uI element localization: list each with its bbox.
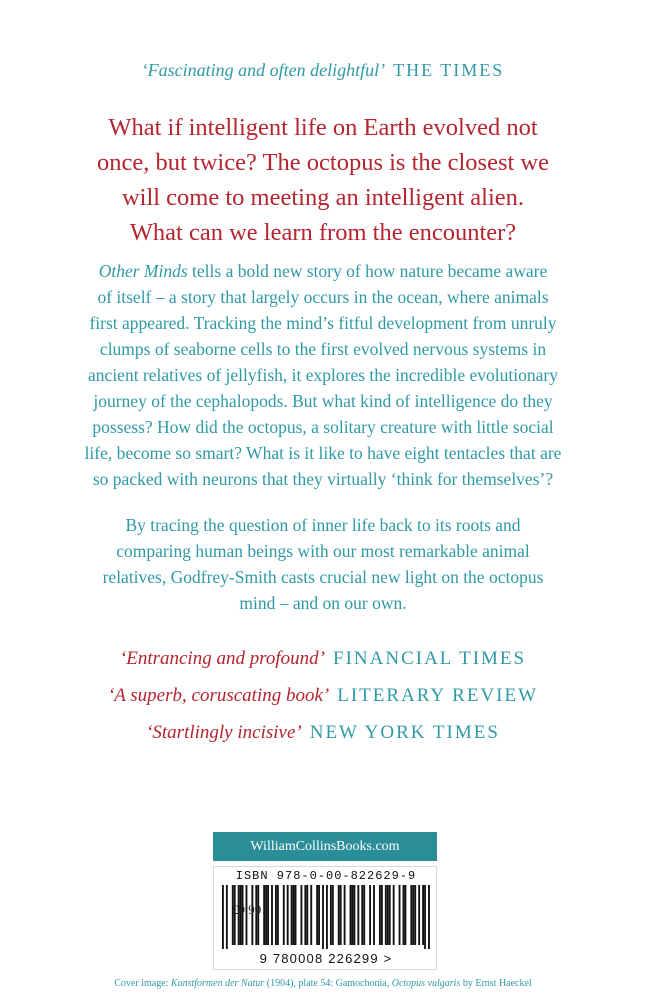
review-quote-financial-times	[0, 648, 646, 670]
barcode-bar	[418, 885, 420, 945]
quote-source: FINANCIAL TIMES	[333, 648, 527, 669]
barcode-bar	[226, 885, 228, 949]
blurb-line: comparing human beings with our most remarkable animal	[116, 541, 530, 561]
blurb-line: ancient relatives of jellyfish, it explores the incredible evolutionary	[88, 365, 558, 385]
publisher-website-link[interactable]: WilliamCollinsBooks.com	[213, 832, 437, 861]
barcode-bar	[379, 885, 381, 945]
barcode-bar	[357, 885, 359, 945]
barcode-bar	[361, 885, 363, 945]
blurb-paragraph-2	[40, 512, 606, 616]
barcode-bar	[322, 885, 324, 949]
barcode-bar	[222, 885, 224, 949]
barcode-bar	[267, 885, 269, 945]
barcode-bar	[404, 885, 406, 945]
barcode-bar	[291, 885, 293, 945]
credit-middle: (1904), plate 54: Gamochonia,	[264, 978, 392, 989]
blurb-line	[40, 258, 606, 284]
blurb-line: so packed with neurons that they virtually ‘think for themselves’?	[92, 469, 554, 489]
barcode-bar	[422, 885, 424, 945]
barcode-bar	[295, 885, 297, 945]
book-title: Other Minds	[98, 261, 188, 281]
barcode-bar	[283, 885, 285, 945]
barcode-bar	[275, 885, 277, 945]
blurb-line: clumps of seaborne cells to the first evolved nervous systems in	[99, 339, 547, 359]
headline-line: What if intelligent life on Earth evolved not	[108, 114, 538, 141]
barcode-bar	[353, 885, 355, 945]
quote-text: ‘A superb, coruscating book’	[107, 685, 330, 706]
barcode-bar	[326, 885, 328, 949]
review-quote-literary-review	[0, 685, 646, 707]
blurb-line: possess? How did the octopus, a solitary creature with little social	[92, 417, 554, 437]
barcode-bar	[340, 885, 342, 945]
barcode-bar	[424, 885, 426, 949]
barcode-bar	[387, 885, 389, 945]
headline-line: once, but twice? The octopus is the closest we	[97, 149, 549, 176]
blurb-line: journey of the cephalopods. But what kind of intelligence do they	[93, 391, 553, 411]
blurb-line: mind – and on our own.	[239, 593, 407, 613]
blurb-line: life, become so smart? What is it like to have eight tentacles that are	[84, 443, 562, 463]
barcode-bar	[412, 885, 414, 945]
barcode-bar	[263, 885, 265, 945]
top-review-quote	[0, 60, 646, 81]
quote-source: THE TIMES	[393, 60, 505, 80]
barcode-bar	[428, 885, 430, 949]
barcode-bar	[410, 885, 412, 945]
quote-text: ‘Fascinating and often delightful’	[141, 60, 386, 80]
barcode-bar	[332, 885, 334, 945]
headline-line: will come to meeting an intelligent alien.	[121, 184, 525, 211]
cover-image-credit	[0, 978, 646, 989]
barcode-bar	[344, 885, 346, 945]
barcode-bar	[338, 885, 340, 945]
blurb-line: first appeared. Tracking the mind’s fitful development from unruly	[89, 313, 557, 333]
barcode-bar	[399, 885, 401, 945]
credit-species: Octopus vulgaris	[391, 978, 461, 989]
barcode-digits: 9 780008 226299 >	[259, 951, 393, 966]
blurb-paragraph-1	[40, 258, 606, 492]
barcode-bar	[369, 885, 371, 945]
headline-line: What can we learn from the encounter?	[129, 219, 517, 246]
barcode-bar	[271, 885, 273, 945]
blurb-line: of itself – a story that largely occurs in the ocean, where animals	[97, 287, 549, 307]
barcode-bar	[363, 885, 365, 945]
barcode-bar	[318, 885, 320, 945]
quote-text: ‘Startlingly incisive’	[146, 722, 302, 743]
barcode-bar	[293, 885, 295, 945]
barcode-bar	[265, 885, 267, 945]
review-quote-new-york-times	[0, 722, 646, 744]
headline	[60, 110, 586, 250]
barcode-bar	[389, 885, 391, 945]
blurb-line: By tracing the question of inner life back to its roots and	[125, 515, 521, 535]
credit-suffix: by Ernst Haeckel	[460, 978, 532, 989]
isbn-barcode-box	[213, 866, 437, 970]
quote-source: LITERARY REVIEW	[337, 685, 539, 706]
price-label: £9.99	[232, 902, 262, 917]
quote-source: NEW YORK TIMES	[309, 722, 500, 743]
blurb-line: relatives, Godfrey-Smith casts crucial new light on the octopus	[102, 567, 544, 587]
barcode-bar	[316, 885, 318, 945]
barcode-bar	[373, 885, 375, 945]
barcode-bar	[381, 885, 383, 945]
barcode-bar	[330, 885, 332, 945]
barcode-bar	[306, 885, 308, 945]
credit-work-title: Kunstformen der Natur	[170, 978, 265, 989]
barcode-bar	[403, 885, 405, 945]
isbn-label: ISBN 978-0-00-822629-9	[235, 869, 417, 883]
barcode-bar	[414, 885, 416, 945]
barcode-bar	[352, 885, 354, 945]
barcode-bar	[300, 885, 302, 945]
credit-prefix: Cover image:	[114, 978, 171, 989]
barcode-bar	[350, 885, 352, 945]
barcode-bar	[304, 885, 306, 945]
blurb-text: tells a bold new story of how nature became aware	[187, 261, 548, 281]
barcode-bar	[310, 885, 312, 945]
barcode-bar	[277, 885, 279, 945]
quote-text: ‘Entrancing and profound’	[119, 648, 326, 669]
barcode-bar	[287, 885, 289, 945]
barcode-bar	[393, 885, 395, 945]
barcode-bar	[385, 885, 387, 945]
